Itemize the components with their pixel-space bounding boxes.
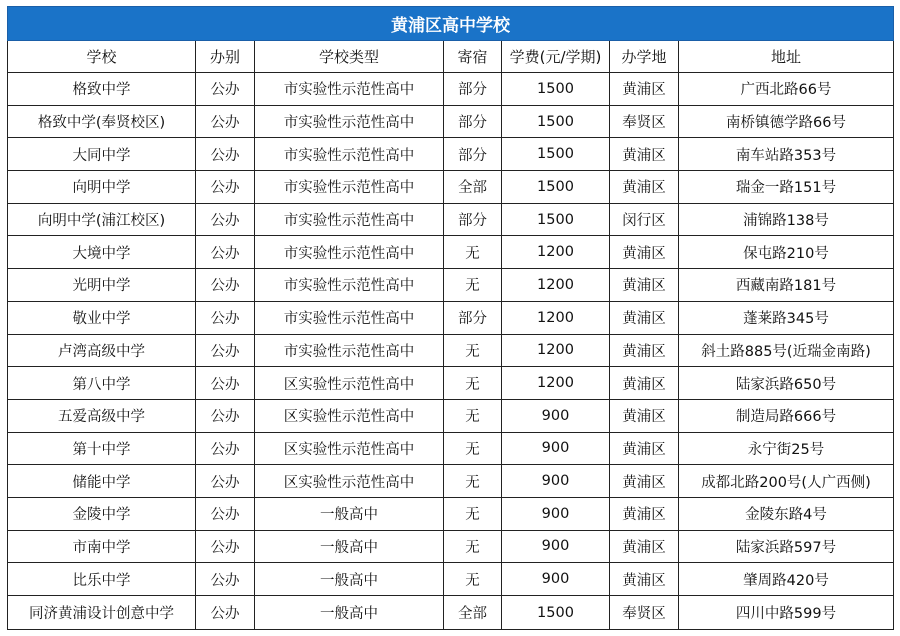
- cell-location: 黄浦区: [610, 73, 679, 106]
- cell-school-type: 区实验性示范性高中: [255, 432, 444, 465]
- cell-location: 黄浦区: [610, 367, 679, 400]
- cell-ownership: 公办: [196, 399, 255, 432]
- cell-location: 奉贤区: [610, 596, 679, 630]
- cell-boarding: 无: [444, 497, 502, 530]
- cell-tuition: 1500: [502, 105, 610, 138]
- cell-tuition: 1200: [502, 301, 610, 334]
- cell-address: 陆家浜路650号: [679, 367, 894, 400]
- cell-ownership: 公办: [196, 334, 255, 367]
- cell-school: 第十中学: [8, 432, 196, 465]
- header-row: [8, 41, 894, 73]
- cell-location: 黄浦区: [610, 563, 679, 596]
- cell-location: 黄浦区: [610, 399, 679, 432]
- cell-boarding: 无: [444, 367, 502, 400]
- cell-address: 瑞金一路151号: [679, 171, 894, 204]
- cell-school-type: 市实验性示范性高中: [255, 301, 444, 334]
- cell-ownership: 公办: [196, 138, 255, 171]
- table-row: [8, 334, 894, 367]
- school-table-container: [7, 6, 893, 630]
- cell-location: 黄浦区: [610, 269, 679, 302]
- cell-address: 浦锦路138号: [679, 203, 894, 236]
- cell-ownership: 公办: [196, 465, 255, 498]
- table-title: 黄浦区高中学校: [8, 7, 894, 41]
- cell-boarding: 无: [444, 334, 502, 367]
- cell-location: 黄浦区: [610, 530, 679, 563]
- cell-boarding: 部分: [444, 203, 502, 236]
- table-row: [8, 301, 894, 334]
- school-table: [7, 6, 894, 630]
- cell-boarding: 无: [444, 563, 502, 596]
- cell-tuition: 900: [502, 530, 610, 563]
- cell-address: 陆家浜路597号: [679, 530, 894, 563]
- cell-location: 黄浦区: [610, 301, 679, 334]
- header-location: 办学地: [610, 41, 679, 73]
- table-row: [8, 367, 894, 400]
- cell-school: 大同中学: [8, 138, 196, 171]
- cell-school-type: 市实验性示范性高中: [255, 236, 444, 269]
- cell-ownership: 公办: [196, 236, 255, 269]
- cell-school-type: 市实验性示范性高中: [255, 73, 444, 106]
- cell-tuition: 1500: [502, 203, 610, 236]
- header-school: 学校: [8, 41, 196, 73]
- cell-boarding: 无: [444, 399, 502, 432]
- cell-boarding: 无: [444, 465, 502, 498]
- table-row: [8, 399, 894, 432]
- cell-location: 黄浦区: [610, 497, 679, 530]
- cell-location: 黄浦区: [610, 171, 679, 204]
- table-row: [8, 138, 894, 171]
- cell-tuition: 1500: [502, 138, 610, 171]
- cell-tuition: 1200: [502, 269, 610, 302]
- cell-ownership: 公办: [196, 497, 255, 530]
- cell-address: 制造局路666号: [679, 399, 894, 432]
- table-row: [8, 432, 894, 465]
- cell-school-type: 一般高中: [255, 530, 444, 563]
- cell-school-type: 市实验性示范性高中: [255, 105, 444, 138]
- cell-school-type: 区实验性示范性高中: [255, 367, 444, 400]
- cell-boarding: 无: [444, 269, 502, 302]
- cell-address: 金陵东路4号: [679, 497, 894, 530]
- cell-ownership: 公办: [196, 530, 255, 563]
- cell-school: 向明中学(浦江校区): [8, 203, 196, 236]
- cell-school: 格致中学: [8, 73, 196, 106]
- cell-school-type: 一般高中: [255, 596, 444, 630]
- cell-boarding: 无: [444, 530, 502, 563]
- cell-school: 卢湾高级中学: [8, 334, 196, 367]
- table-row: [8, 171, 894, 204]
- table-row: [8, 105, 894, 138]
- cell-school: 大境中学: [8, 236, 196, 269]
- cell-ownership: 公办: [196, 171, 255, 204]
- cell-location: 黄浦区: [610, 334, 679, 367]
- cell-school: 储能中学: [8, 465, 196, 498]
- cell-school-type: 市实验性示范性高中: [255, 138, 444, 171]
- cell-tuition: 900: [502, 465, 610, 498]
- cell-school: 第八中学: [8, 367, 196, 400]
- cell-tuition: 1200: [502, 367, 610, 400]
- cell-tuition: 1500: [502, 596, 610, 630]
- cell-address: 四川中路599号: [679, 596, 894, 630]
- cell-address: 保屯路210号: [679, 236, 894, 269]
- table-row: [8, 73, 894, 106]
- cell-school: 五爱高级中学: [8, 399, 196, 432]
- cell-address: 广西北路66号: [679, 73, 894, 106]
- cell-school: 敬业中学: [8, 301, 196, 334]
- cell-ownership: 公办: [196, 367, 255, 400]
- cell-tuition: 1200: [502, 334, 610, 367]
- cell-school: 向明中学: [8, 171, 196, 204]
- table-row: [8, 203, 894, 236]
- cell-school-type: 市实验性示范性高中: [255, 171, 444, 204]
- cell-address: 南桥镇德学路66号: [679, 105, 894, 138]
- table-row: [8, 236, 894, 269]
- cell-tuition: 900: [502, 399, 610, 432]
- header-address: 地址: [679, 41, 894, 73]
- cell-tuition: 900: [502, 563, 610, 596]
- cell-location: 黄浦区: [610, 432, 679, 465]
- cell-location: 闵行区: [610, 203, 679, 236]
- cell-school-type: 一般高中: [255, 497, 444, 530]
- cell-boarding: 全部: [444, 596, 502, 630]
- cell-boarding: 无: [444, 236, 502, 269]
- cell-ownership: 公办: [196, 432, 255, 465]
- cell-tuition: 900: [502, 497, 610, 530]
- cell-address: 西藏南路181号: [679, 269, 894, 302]
- cell-ownership: 公办: [196, 105, 255, 138]
- cell-school: 金陵中学: [8, 497, 196, 530]
- cell-address: 成都北路200号(人广西侧): [679, 465, 894, 498]
- cell-school-type: 市实验性示范性高中: [255, 203, 444, 236]
- table-row: [8, 269, 894, 302]
- cell-school: 比乐中学: [8, 563, 196, 596]
- table-row: [8, 497, 894, 530]
- table-row: [8, 530, 894, 563]
- cell-school: 光明中学: [8, 269, 196, 302]
- cell-tuition: 900: [502, 432, 610, 465]
- table-body: [8, 73, 894, 630]
- cell-location: 黄浦区: [610, 138, 679, 171]
- cell-address: 南车站路353号: [679, 138, 894, 171]
- header-boarding: 寄宿: [444, 41, 502, 73]
- cell-school-type: 区实验性示范性高中: [255, 399, 444, 432]
- cell-address: 肇周路420号: [679, 563, 894, 596]
- cell-ownership: 公办: [196, 269, 255, 302]
- cell-boarding: 部分: [444, 138, 502, 171]
- cell-boarding: 无: [444, 432, 502, 465]
- cell-boarding: 全部: [444, 171, 502, 204]
- cell-school-type: 市实验性示范性高中: [255, 334, 444, 367]
- cell-address: 斜土路885号(近瑞金南路): [679, 334, 894, 367]
- cell-address: 永宁街25号: [679, 432, 894, 465]
- cell-school-type: 一般高中: [255, 563, 444, 596]
- cell-ownership: 公办: [196, 563, 255, 596]
- header-school-type: 学校类型: [255, 41, 444, 73]
- cell-tuition: 1200: [502, 236, 610, 269]
- cell-school: 市南中学: [8, 530, 196, 563]
- cell-location: 黄浦区: [610, 465, 679, 498]
- cell-tuition: 1500: [502, 73, 610, 106]
- cell-school-type: 市实验性示范性高中: [255, 269, 444, 302]
- cell-ownership: 公办: [196, 301, 255, 334]
- cell-boarding: 部分: [444, 301, 502, 334]
- cell-tuition: 1500: [502, 171, 610, 204]
- table-row: [8, 596, 894, 630]
- cell-boarding: 部分: [444, 73, 502, 106]
- cell-boarding: 部分: [444, 105, 502, 138]
- cell-school: 同济黄浦设计创意中学: [8, 596, 196, 630]
- cell-school-type: 区实验性示范性高中: [255, 465, 444, 498]
- header-type-ownership: 办别: [196, 41, 255, 73]
- table-row: [8, 465, 894, 498]
- cell-ownership: 公办: [196, 203, 255, 236]
- cell-ownership: 公办: [196, 73, 255, 106]
- header-tuition: 学费(元/学期): [502, 41, 610, 73]
- cell-school: 格致中学(奉贤校区): [8, 105, 196, 138]
- cell-location: 奉贤区: [610, 105, 679, 138]
- cell-ownership: 公办: [196, 596, 255, 630]
- cell-location: 黄浦区: [610, 236, 679, 269]
- cell-address: 蓬莱路345号: [679, 301, 894, 334]
- table-row: [8, 563, 894, 596]
